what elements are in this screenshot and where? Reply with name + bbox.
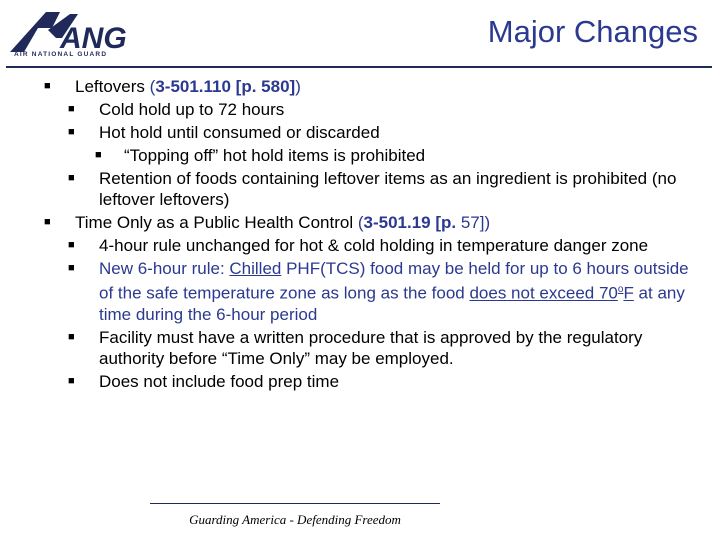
square-bullet-icon: ■ [44,216,51,228]
ref-page: 57] [456,213,485,232]
square-bullet-icon: ■ [68,262,75,274]
logo-subtext: AIR NATIONAL GUARD [14,51,108,58]
code-reference: 3-501.19 [p. [363,213,457,232]
ang-jet-logo-icon [8,8,138,56]
footer-divider [150,503,440,504]
bullet-text: 4-hour rule unchanged for hot & cold holding in temperature danger zone [99,236,649,255]
temperature-unit: F [623,283,634,303]
degree-symbol: o [617,284,624,295]
bullet-4-hour-rule [0,235,720,256]
rule-lead: New 6-hour rule: [99,259,230,278]
bullet-food-prep [0,371,720,392]
code-reference: 3-501.110 [p. 580] [155,77,296,96]
bullet-text: Does not include food prep time [99,371,340,391]
temperature-limit: does not exceed 70 [469,283,618,303]
square-bullet-icon: ■ [68,330,75,343]
bullet-text: “Topping off” hot hold items is prohibited [124,146,426,165]
bullet-hot-hold [0,122,720,143]
bullet-retention [0,168,720,210]
square-bullet-icon: ■ [68,126,75,138]
square-bullet-icon: ■ [68,172,75,184]
square-bullet-icon: ■ [95,149,102,161]
bullet-leftovers [0,76,720,97]
footer-slogan: Guarding America - Defending Freedom [189,512,401,527]
chilled-term: Chilled [229,259,282,278]
slide-content [0,76,720,394]
bullet-text: Hot hold until consumed or discarded [99,123,380,142]
ref-paren: ( [357,213,364,232]
square-bullet-icon: ■ [44,80,51,92]
square-bullet-icon: ■ [68,239,75,251]
bullet-text: Facility must have a written procedure that is approved by the regulatory authority before “Time Only” may be employed. [99,327,643,368]
bullet-written-procedure [0,327,720,369]
logo-text: ANG [60,22,127,55]
bullet-cold-hold [0,99,720,120]
bullet-label: Time Only as a Public Health Control [75,213,358,232]
bullet-label: Leftovers [75,77,150,96]
header-divider [6,66,712,68]
rule-text: PHF(TCS) food may be held for up to 6 hours outside of the safe temperature zone as long as the food [99,259,689,303]
bullet-6-hour-rule [0,258,720,325]
rule-tail: at any time during the 6-hour period [99,283,685,324]
square-bullet-icon: ■ [68,374,75,387]
ref-paren: ) [484,213,491,232]
bullet-text: Cold hold up to 72 hours [99,100,285,119]
ref-paren: ) [295,77,301,96]
bullet-text: Retention of foods containing leftover items as an ingredient is prohibited (no leftover leftovers) [99,169,677,209]
page-title: Major Changes [487,14,698,49]
square-bullet-icon: ■ [68,103,75,115]
ref-paren: ( [149,77,156,96]
bullet-topping-off [0,145,720,166]
bullet-time-only [0,212,720,233]
